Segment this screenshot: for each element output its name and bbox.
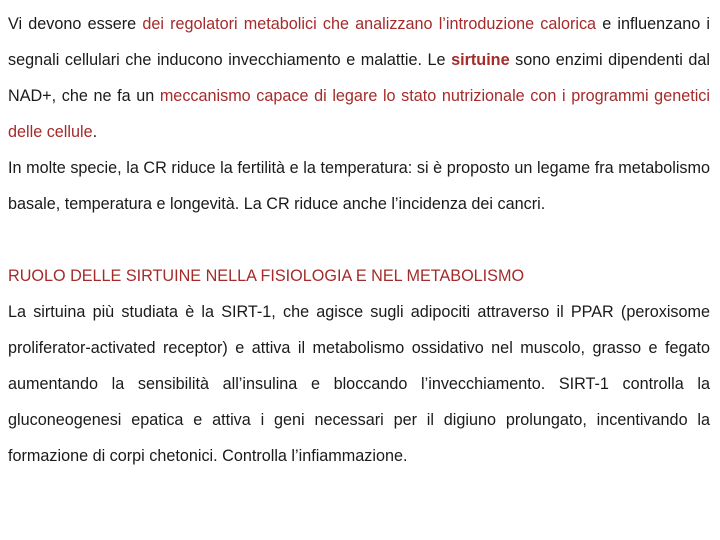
paragraph-sirt1: La sirtuina più studiata è la SIRT-1, che agisce sugli adipociti attraverso il PPAR (peroxisome proliferator-activated receptor) e attiva il metabolismo ossidativo nel muscolo, grasso e fegato aumentando la sensibilità all’insulina e bloccando l’invecchiamento. SIRT-1 controlla la gluconeogenesi epatica e attiva i geni necessari per il digiuno prolungato, incentivando la formazione di corpi chetonici. Controlla l’infiammazione. bbox=[8, 303, 710, 465]
text-segment: Vi devono essere bbox=[8, 15, 143, 33]
text-segment: . bbox=[92, 123, 98, 141]
text-segment: e influenzano i segnali cellulari che inducono invecchiamento e malattie. Le bbox=[8, 15, 710, 69]
highlight-metabolic-regulators: dei regolatori metabolici che analizzano l’introduzione calorica bbox=[142, 15, 597, 33]
document-page bbox=[8, 6, 710, 474]
paragraph-cr-effects: In molte specie, la CR riduce la fertilità e la temperatura: si è proposto un legame fra metabolismo basale, temperatura e longevità. La CR riduce anche l’incidenza dei cancri. bbox=[8, 159, 710, 213]
highlight-sirtuine: sirtuine bbox=[451, 51, 510, 69]
text-segment: sono enzimi dipendenti dal NAD+, che ne fa un bbox=[8, 51, 710, 105]
highlight-mechanism: meccanismo capace di legare lo stato nutrizionale con i programmi genetici delle cellule bbox=[8, 87, 710, 141]
section-heading: RUOLO DELLE SIRTUINE NELLA FISIOLOGIA E NEL METABOLISMO bbox=[8, 267, 525, 285]
paragraph-sirtuins-intro bbox=[8, 6, 710, 150]
